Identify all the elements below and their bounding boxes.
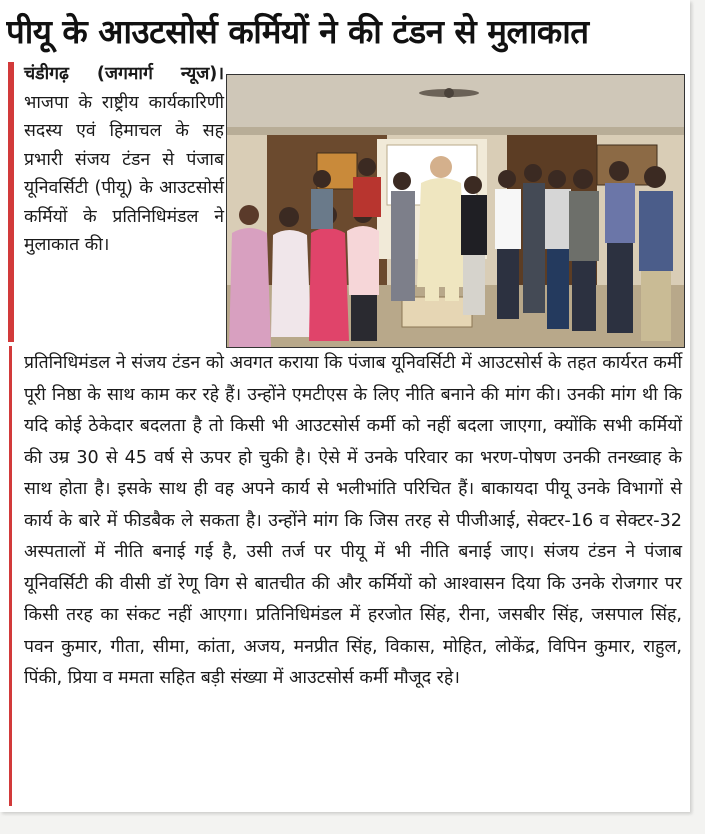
body-paragraph: प्रतिनिधिमंडल ने संजय टंडन को अवगत कराया कि पंजाब यूनिवर्सिटी में आउटसोर्स के तहत कार्यरत कर्मी पूरी निष्ठा के साथ काम कर रहे हैं। उन्होंने एमटीएस के लिए नीति बनाने की मांग की। उनकी मांग थी कि यदि कोई ठेकेदार बदलता है तो किसी भी आउटसोर्स कर्मी को नहीं बदला जाएगा, क्योंकि सभी कर्मियों की उम्र 30 से 45 वर्ष से ऊपर हो चुकी है। ऐसे में उनके परिवार का भरण-पोषण उनकी तनख्वाह के साथ होता है। इसके साथ ही वह अपने कार्य से भलीभांति परिचित हैं। बाकायदा पीयू उनके विभागों से कार्य के बारे में फीडबैक ले सकता है। उन्होंने मांग कि जिस तरह से पीजीआई, सेक्टर-16 व सेक्टर-32 अस्पतालों में नीति बनाई गई है, उसी तर्ज पर पीयू में भी नीति बनाई जाए। संजय टंडन ने पंजाब यूनिवर्सिटी की वीसी डॉ रेणू विग से बातचीत की और कर्मियों को आश्वासन दिया कि उनके रोजगार पर किसी तरह का संकट नहीं आएगा। प्रतिनिधिमंडल में हरजोत सिंह, रीना, जसबीर सिंह, जसपाल सिंह, पवन कुमार, गीता, सीमा, कांता, अजय, मनप्रीत सिंह, विकास, मोहित, लोकेंद्र, विपिन कुमार, राहुल, पिंकी, प्रिया व ममता सहित बड़ी संख्या में आउटसोर्स कर्मी मौजूद रहे। [24,353,682,688]
column-rule-top [8,62,14,342]
lead-text: भाजपा के राष्ट्रीय कार्यकारिणी सदस्य एवं हिमाचल के सह प्रभारी संजय टंडन से पंजाब यूनिवर्सिटी (पीयू) के आउटसोर्स कर्मियों के प्रतिनिधिमंडल ने मुलाकात की। [24,92,224,255]
group-photo-image [227,75,684,347]
column-rule-bottom [9,346,12,806]
lead-paragraph [24,60,224,260]
dateline: चंडीगढ़ (जगमार्ग न्यूज)। [24,64,224,84]
headline: पीयू के आउटसोर्स कर्मियों ने की टंडन से मुलाकात [6,12,589,51]
news-photo [226,74,685,348]
